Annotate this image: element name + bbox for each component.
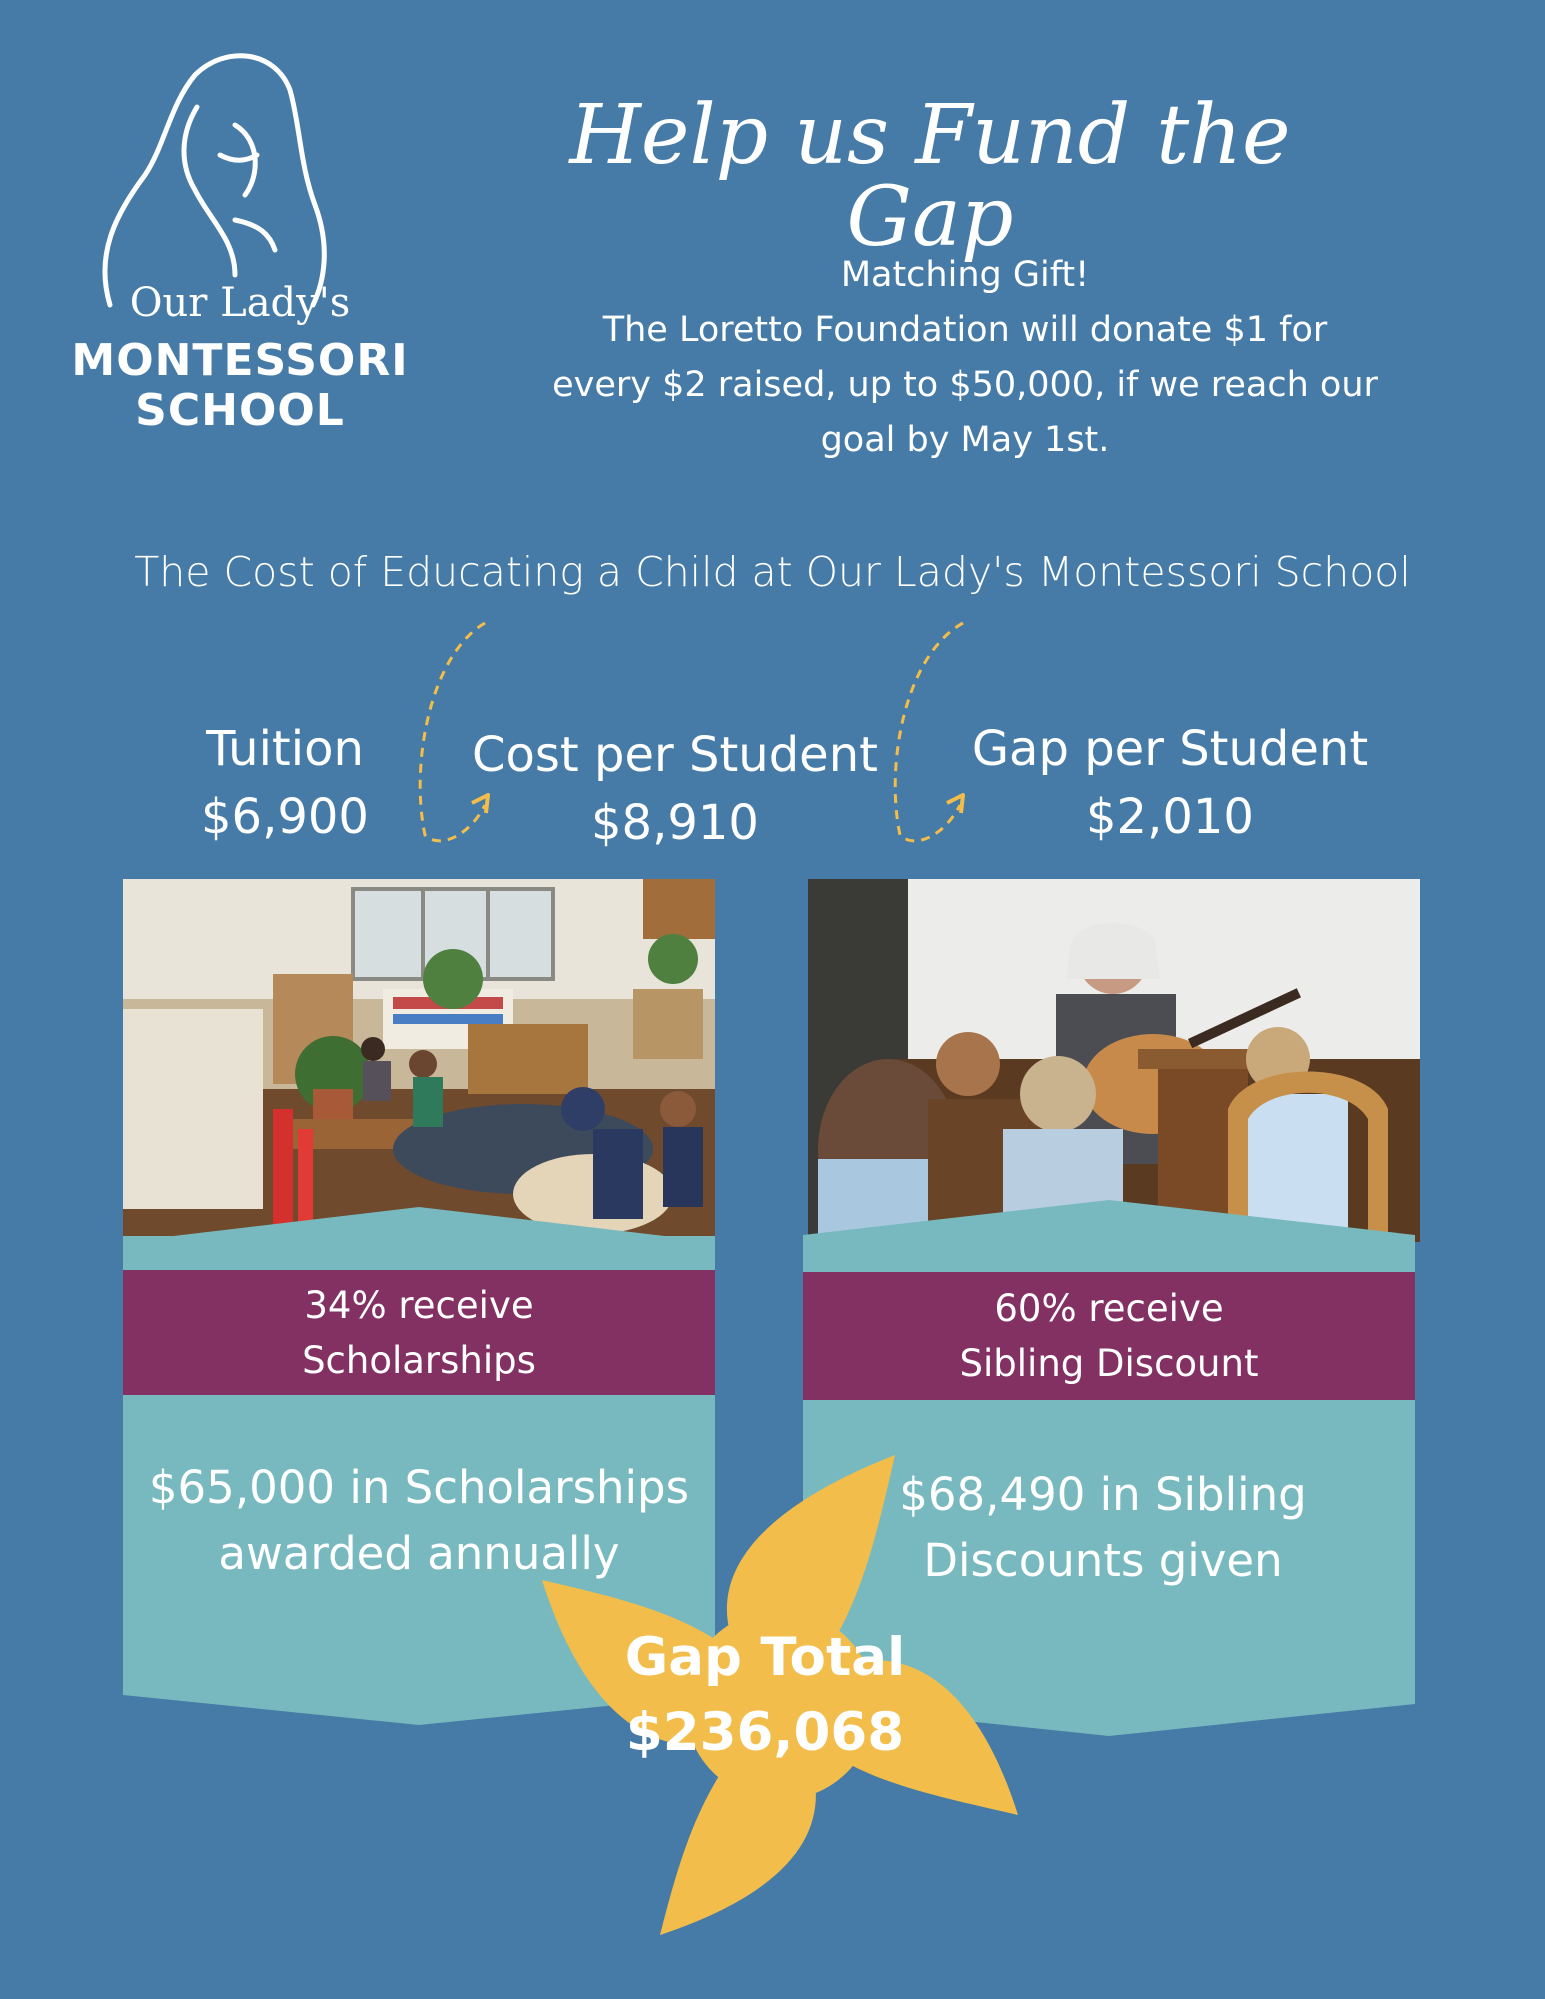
cost-per-student-stat (455, 727, 895, 851)
logo-script-text: Our Lady's (129, 280, 351, 326)
gap-total-label: Gap Total (624, 1627, 906, 1688)
classroom-photo (123, 879, 715, 1236)
subtitle: The Cost of Educating a Child at Our Lady's Montessori School (134, 548, 1411, 596)
gap-value: $2,010 (1086, 789, 1254, 845)
gap-total-value: $236,068 (625, 1702, 905, 1763)
matching-line-4: goal by May 1st. (820, 420, 1110, 460)
right-panel-top (803, 1235, 1415, 1272)
cost-value: $8,910 (591, 795, 759, 851)
gap-per-student-stat (950, 721, 1390, 845)
right-body-line-2: Discounts given (923, 1534, 1283, 1587)
right-band-line-1: 60% receive (994, 1287, 1224, 1330)
tuition-value: $6,900 (201, 789, 369, 845)
left-body-line-2: awarded annually (218, 1527, 620, 1580)
matching-line-2: The Loretto Foundation will donate $1 for (602, 310, 1328, 350)
left-band (123, 1270, 715, 1395)
left-band-line-1: 34% receive (304, 1283, 534, 1327)
matching-line-3: every $2 raised, up to $50,000, if we reach our (552, 365, 1378, 405)
gap-total (580, 1620, 950, 1770)
right-body-line-1: $68,490 in Sibling (899, 1468, 1307, 1521)
music-class-photo (808, 879, 1420, 1242)
right-band (803, 1272, 1415, 1400)
matching-line-1: Matching Gift! (840, 255, 1090, 295)
gap-label: Gap per Student (971, 721, 1369, 777)
left-body-line-1: $65,000 in Scholarships (148, 1461, 690, 1514)
logo-school-text: SCHOOL (135, 385, 345, 436)
left-panel-top (123, 1236, 715, 1270)
logo-montessori-text: MONTESSORI (71, 335, 409, 386)
tuition-label: Tuition (206, 721, 364, 777)
right-band-line-2: Sibling Discount (959, 1342, 1259, 1385)
tuition-stat (170, 721, 400, 845)
cost-label: Cost per Student (472, 727, 878, 783)
headline: Help us Fund the Gap (569, 88, 1291, 265)
left-band-line-2: Scholarships (302, 1338, 536, 1382)
school-logo-icon (85, 45, 415, 315)
matching-gift-text (510, 248, 1420, 468)
